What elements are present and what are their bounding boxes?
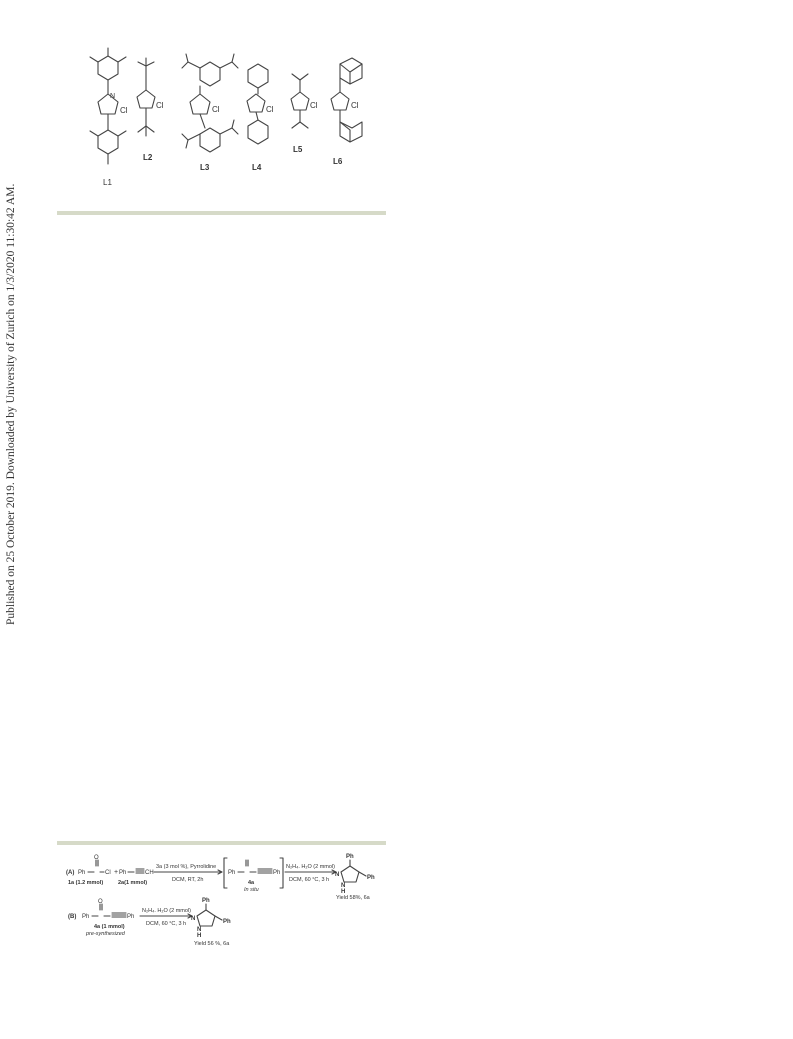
route-a-product-nh: N — [341, 883, 346, 889]
route-b-product-nh: N — [197, 927, 202, 933]
route-a-product-ph1: Ph — [346, 854, 354, 860]
route-b-yield: Yield 56 %, 6a — [194, 941, 230, 947]
route-a-acyl-cl: Cl — [105, 870, 111, 876]
ligand-label-L2: L2 — [143, 153, 153, 162]
section-divider-bottom — [57, 841, 386, 845]
download-notice — [5, 183, 21, 625]
L1-cl: Cl — [120, 106, 128, 115]
route-a-intermediate-ph2: Ph — [273, 870, 281, 876]
ligand-label-L5: L5 — [293, 145, 303, 154]
L6-cl: Cl — [351, 101, 359, 110]
route-a-reactant1-label: 1a (1.2 mmol) — [68, 880, 104, 886]
ligand-L6-structure — [331, 58, 362, 142]
route-a-alkyne-ch: CH — [145, 870, 154, 876]
ligand-label-L6: L6 — [333, 157, 343, 166]
route-b-product-ph1: Ph — [202, 898, 210, 904]
route-a-product-n1: N — [335, 872, 340, 878]
route-b-product-ph2: Ph — [223, 919, 231, 925]
route-b-ph1: Ph — [82, 914, 90, 920]
section-divider-top — [57, 211, 386, 215]
route-a-reactant1-ph: Ph — [78, 870, 86, 876]
ligand-L5-structure — [291, 74, 309, 128]
route-b-condition-bottom: DCM, 60 °C, 3 h — [146, 921, 187, 927]
route-b-sm-label: 4a (1 mmol) — [94, 924, 125, 930]
download-notice-text: Published on 25 October 2019. Downloaded by University of Zurich on 1/3/2020 11:30:42 AM. — [5, 183, 17, 625]
route-b-carbonyl-o: O — [98, 899, 103, 905]
route-a-condition-bottom: DCM, RT, 2h — [172, 877, 204, 883]
L3-cl: Cl — [212, 105, 220, 114]
route-a-intermediate-ph1: Ph — [228, 870, 236, 876]
route-b-ph2: Ph — [127, 914, 135, 920]
route-b-product-n1: N — [191, 916, 196, 922]
L4-cl: Cl — [266, 105, 274, 114]
ligand-L2-structure — [137, 58, 155, 136]
route-b-tag: (B) — [68, 914, 77, 920]
route-a-product-ph2: Ph — [367, 875, 375, 881]
L1-n-plus: N — [110, 93, 116, 100]
route-a-reactant2-label: 2a(1 mmol) — [118, 880, 148, 886]
route-a-yield: Yield 58%, 6a — [336, 895, 370, 901]
ligand-label-L3: L3 — [200, 163, 210, 172]
route-a-reactant2-ph: Ph — [119, 870, 127, 876]
ligand-label-L4: L4 — [252, 163, 262, 172]
route-a-step2-top: N₂H₄. H₂O (2 mmol) — [286, 864, 335, 870]
route-a-product-h: H — [341, 889, 346, 895]
ligand-label-L1: L1 — [103, 178, 112, 187]
route-a-plus: + — [114, 869, 119, 876]
route-a-step2-bottom: DCM, 60 °C, 3 h — [289, 877, 330, 883]
ligand-structures-figure — [60, 42, 390, 192]
ligand-L3-structure — [182, 54, 238, 152]
route-b-sm-note: pre-synthesized — [86, 931, 125, 937]
route-a-intermediate-note: In situ — [244, 887, 259, 893]
route-a-carbonyl-o: O — [94, 855, 99, 861]
route-b-product-h: H — [197, 933, 202, 939]
route-a-intermediate-label: 4a — [248, 880, 255, 886]
L2-cl: Cl — [156, 101, 164, 110]
L5-cl: Cl — [310, 101, 318, 110]
route-a-tag: (A) — [66, 870, 75, 876]
route-a-condition-top: 3a (3 mol %), Pyrrolidine — [156, 864, 217, 870]
reaction-scheme — [64, 852, 394, 952]
route-b-condition-top: N₂H₄. H₂O (2 mmol) — [142, 908, 191, 914]
ligand-L4-structure — [247, 64, 268, 144]
